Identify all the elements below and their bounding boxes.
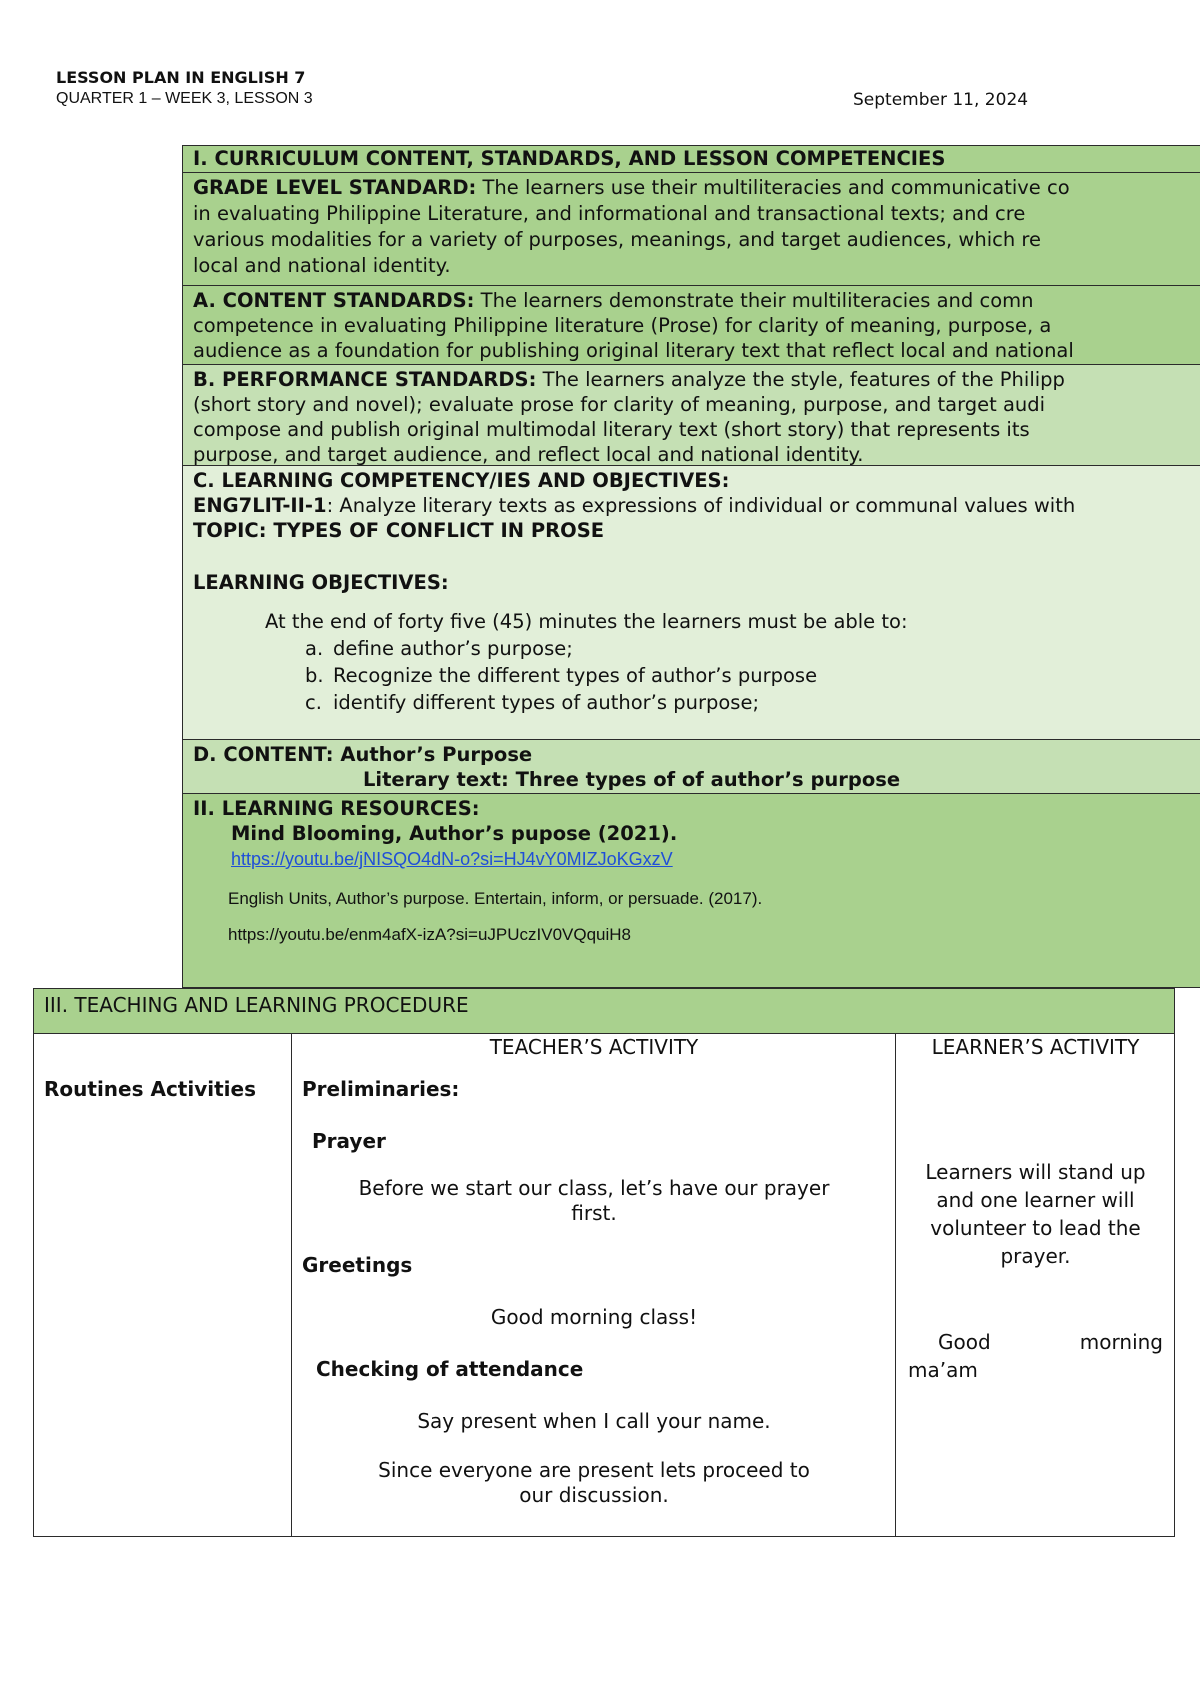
learner-activity-header: LEARNER’S ACTIVITY <box>931 1035 1140 1059</box>
curriculum-heading-text: I. CURRICULUM CONTENT, STANDARDS, AND LESSON COMPETENCIES <box>193 147 946 170</box>
procedure-table <box>33 1034 1175 1537</box>
prayer-instruction: Before we start our class, let’s have our prayer first. <box>358 1176 830 1225</box>
performance-standards-label: B. PERFORMANCE STANDARDS: <box>193 368 537 391</box>
resource-reference: Mind Blooming, Author’s pupose (2021). <box>231 822 678 845</box>
grade-level-line: various modalities for a variety of purposes, meanings, and target audiences, which re <box>193 228 1042 251</box>
performance-standards-line: The learners analyze the style, features of the Philipp <box>536 368 1065 391</box>
greetings-label: Greetings <box>302 1253 413 1277</box>
prayer-label: Prayer <box>312 1129 386 1153</box>
topic: TOPIC: TYPES OF CONFLICT IN PROSE <box>193 519 605 542</box>
teacher-activity-header: TEACHER’S ACTIVITY <box>489 1035 699 1059</box>
content-literary-text: Literary text: Three types of of author’s purpose <box>363 768 901 791</box>
resources-label: II. LEARNING RESOURCES: <box>193 797 480 820</box>
content-standards-line: audience as a foundation for publishing original literary text that reflect local and national <box>193 339 1074 362</box>
performance-standards-line: compose and publish original multimodal literary text (short story) that represents its <box>193 418 1030 441</box>
greetings-text: Good morning class! <box>490 1305 698 1329</box>
objectives-label: LEARNING OBJECTIVES: <box>193 571 449 594</box>
teacher-activity-column <box>292 1034 896 1536</box>
content-standards <box>182 285 1200 365</box>
content-label: D. CONTENT: Author’s Purpose <box>193 743 533 766</box>
procedure-heading-text: III. TEACHING AND LEARNING PROCEDURE <box>44 993 469 1017</box>
grade-level-line: local and national identity. <box>193 254 451 277</box>
teaching-procedure-section <box>33 988 1175 1507</box>
learning-resources <box>182 793 1200 988</box>
content-standards-line: The learners demonstrate their multiliteracies and comn <box>474 289 1034 312</box>
objective-item: b. Recognize the different types of author’s purpose <box>305 664 818 687</box>
routines-column <box>34 1034 292 1536</box>
attendance-instruction: Say present when I call your name. <box>417 1409 771 1433</box>
competency-code: ENG7LIT-II-1 <box>193 494 327 517</box>
competencies-label: C. LEARNING COMPETENCY/IES AND OBJECTIVES: <box>193 469 730 492</box>
grade-level-standard <box>182 172 1200 286</box>
grade-level-line: in evaluating Philippine Literature, and informational and transactional texts; and cre <box>193 202 1026 225</box>
objectives-intro: At the end of forty five (45) minutes the learners must be able to: <box>265 610 908 633</box>
attendance-label: Checking of attendance <box>316 1357 584 1381</box>
content-row <box>182 739 1200 794</box>
content-standards-label: A. CONTENT STANDARDS: <box>193 289 475 312</box>
learning-competencies <box>182 465 1200 740</box>
grade-level-line: The learners use their multiliteracies and communicative co <box>476 176 1070 199</box>
routines-label: Routines Activities <box>44 1077 256 1101</box>
preliminaries-label: Preliminaries: <box>302 1077 460 1101</box>
performance-standards-line: purpose, and target audience, and reflect local and national identity. <box>193 443 864 466</box>
resource-reference: English Units, Author’s purpose. Entertain, inform, or persuade. (2017). <box>228 889 763 908</box>
objective-item: c. identify different types of author’s purpose; <box>305 691 760 714</box>
learner-activity-column <box>896 1034 1175 1536</box>
resource-link[interactable]: https://youtu.be/jNISQO4dN-o?si=HJ4vY0MIZJoKGxzV <box>231 849 673 869</box>
grade-level-label: GRADE LEVEL STANDARD: <box>193 176 477 199</box>
objective-item: a. define author’s purpose; <box>305 637 573 660</box>
performance-standards <box>182 364 1200 466</box>
lesson-date: September 11, 2024 <box>853 90 1029 110</box>
proceed-text: Since everyone are present lets proceed to our discussion. <box>378 1458 810 1507</box>
lesson-subtitle: QUARTER 1 – WEEK 3, LESSON 3 <box>56 90 313 107</box>
curriculum-heading <box>182 145 1200 173</box>
learner-prayer-response: Learners will stand up and one learner will volunteer to lead the prayer. <box>925 1160 1146 1268</box>
resource-link-plain: https://youtu.be/enm4afX-izA?si=uJPUczIV0VQquiH8 <box>228 925 632 944</box>
performance-standards-line: (short story and novel); evaluate prose for clarity of meaning, purpose, and target audi <box>193 393 1046 416</box>
competency-text: : Analyze literary texts as expressions of individual or communal values with <box>326 494 1076 517</box>
curriculum-section <box>182 145 1200 988</box>
procedure-heading <box>33 988 1175 1034</box>
learner-greeting-response: Good morning ma’am <box>908 1330 1163 1382</box>
content-standards-line: competence in evaluating Philippine literature (Prose) for clarity of meaning, purpose, a <box>193 314 1052 337</box>
lesson-plan-title: LESSON PLAN IN ENGLISH 7 <box>56 68 306 87</box>
